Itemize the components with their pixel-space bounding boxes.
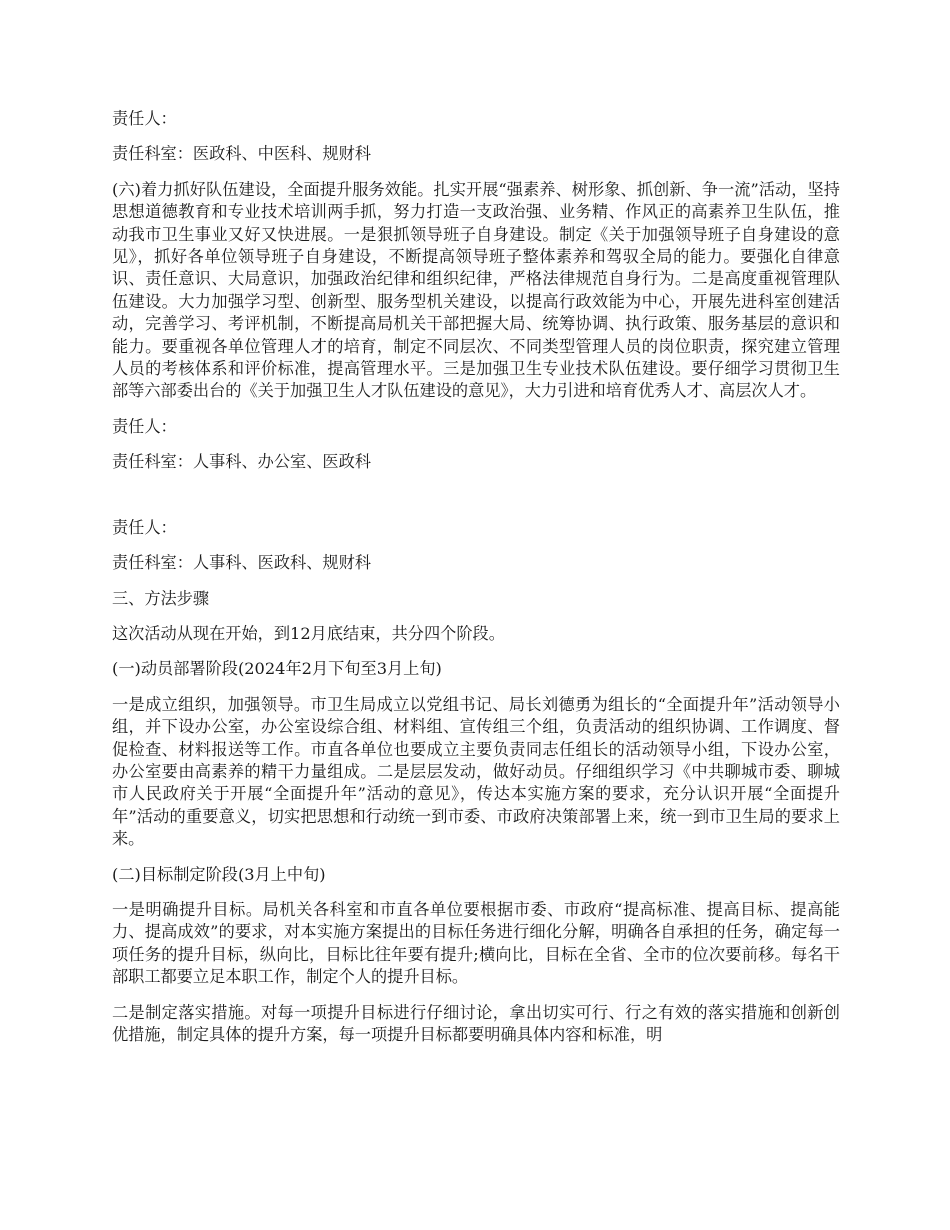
stage-2-paragraph-1: 一是明确提升目标。局机关各科室和市直各单位要根据市委、市政府“提高标准、提高目标、提高能力、提高成效”的要求，对本实施方案提出的目标任务进行细化分解，明确各自承担的任务，确定每一项任务的提升目标，纵向比，目标比往年要有提升;横向比，目标在全省、全市的位次要前移。每名干部职工都要立足本职工作，制定个人的提升目标。 <box>112 899 840 987</box>
responsible-dept-1: 责任科室：医政科、中医科、规财科 <box>112 144 371 164</box>
responsible-person-1: 责任人： <box>112 109 177 128</box>
stage-2-paragraph-2: 二是制定落实措施。对每一项提升目标进行仔细讨论，拿出切实可行、行之有效的落实措施和创新创优措施，制定具体的提升方案，每一项提升目标都要明确具体内容和标准，明 <box>112 1002 840 1044</box>
document-page <box>112 108 840 1059</box>
responsible-dept-3: 责任科室：人事科、医政科、规财科 <box>112 553 371 573</box>
activity-duration-paragraph: 这次活动从现在开始，到12月底结束，共分四个阶段。 <box>112 623 505 643</box>
section-6-paragraph: (六)着力抓好队伍建设，全面提升服务效能。扎实开展“强素养、树形象、抓创新、争一流”活动，坚持思想道德教育和专业技术培训两手抓，努力打造一支政治强、业务精、作风正的高素养卫生队伍，推动我市卫生事业又好又快进展。一是狠抓领导班子自身建设。制定《关于加强领导班子自身建设的意见》，抓好各单位领导班子自身建设，不断提高领导班子整体素养和驾驭全局的能力。要强化自律意识、责任意识、大局意识，加强政治纪律和组织纪律，严格法律规范自身行为。二是高度重视管理队伍建设。大力加强学习型、创新型、服务型机关建设，以提高行政效能为中心，开展先进科室创建活动，完善学习、考评机制，不断提高局机关干部把握大局、统筹协调、执行政策、服务基层的意识和能力。要重视各单位管理人才的培育，制定不同层次、不同类型管理人员的岗位职责，探究建立管理人员的考核体系和评价标准，提高管理水平。三是加强卫生专业技术队伍建设。要仔细学习贯彻卫生部等六部委出台的《关于加强卫生人才队伍建设的意见》，大力引进和培育优秀人才、高层次人才。 <box>112 179 840 401</box>
responsible-dept-2: 责任科室：人事科、办公室、医政科 <box>112 452 371 472</box>
stage-2-heading: (二)目标制定阶段(3月上中旬) <box>112 864 326 884</box>
responsible-person-2: 责任人： <box>112 416 177 436</box>
responsible-person-3: 责任人： <box>112 517 177 537</box>
stage-1-paragraph: 一是成立组织，加强领导。市卫生局成立以党组书记、局长刘德勇为组长的“全面提升年”活动领导小组，并下设办公室，办公室设综合组、材料组、宣传组三个组，负责活动的组织协调、工作调度、督促检查、材料报送等工作。市直各单位也要成立主要负责同志任组长的活动领导小组，下设办公室，办公室要由高素养的精干力量组成。二是层层发动，做好动员。仔细组织学习《中共聊城市委、聊城市人民政府关于开展“全面提升年”活动的意见》，传达本实施方案的要求，充分认识开展“全面提升年”活动的重要意义，切实把思想和行动统一到市委、市政府决策部署上来，统一到市卫生局的要求上来。 <box>112 694 840 849</box>
stage-1-heading: (一)动员部署阶段(2024年2月下旬至3月上旬) <box>112 659 442 679</box>
blank-gap <box>112 487 840 517</box>
heading-methods-steps: 三、方法步骤 <box>112 588 210 608</box>
